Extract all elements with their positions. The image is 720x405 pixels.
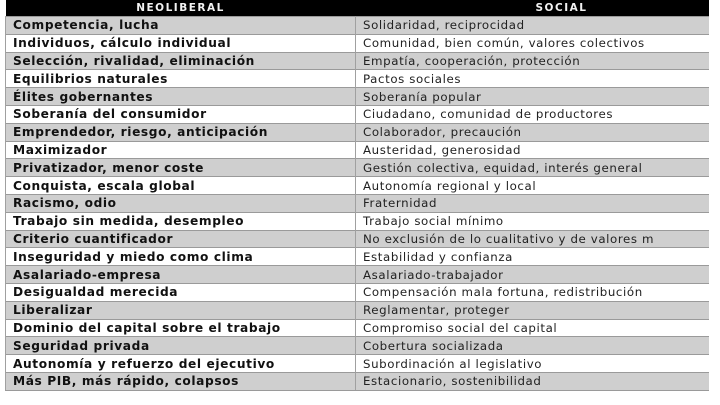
social-cell: Trabajo social mínimo [356,212,709,230]
table-row [6,141,709,159]
social-cell: Comunidad, bien común, valores colectivos [356,34,709,52]
neoliberal-cell: Desigualdad merecida [6,283,356,301]
table-row [6,105,709,123]
neoliberal-cell: Privatizador, menor coste [6,159,356,177]
table-header [6,0,709,17]
table-row [6,301,709,319]
table-row [6,319,709,337]
comparison-table-container [5,0,708,391]
neoliberal-cell: Selección, rivalidad, eliminación [6,52,356,70]
social-cell: Empatía, cooperación, protección [356,52,709,70]
neoliberal-cell: Equilibrios naturales [6,70,356,88]
column-header-social: SOCIAL [356,0,709,17]
neoliberal-cell: Emprendedor, riesgo, anticipación [6,123,356,141]
table-row [6,212,709,230]
table-row [6,283,709,301]
neoliberal-cell: Liberalizar [6,301,356,319]
social-cell: Reglamentar, proteger [356,301,709,319]
neoliberal-cell: Inseguridad y miedo como clima [6,248,356,266]
neoliberal-cell: Competencia, lucha [6,17,356,35]
neoliberal-cell: Trabajo sin medida, desempleo [6,212,356,230]
table-row [6,34,709,52]
social-cell: Compensación mala fortuna, redistribución [356,283,709,301]
header-row [6,0,709,17]
social-cell: Estacionario, sostenibilidad [356,372,709,390]
neoliberal-vs-social-table [5,0,709,391]
column-header-neoliberal: NEOLIBERAL [6,0,356,17]
table-row [6,230,709,248]
table-row [6,88,709,106]
table-row [6,372,709,390]
neoliberal-cell: Racismo, odio [6,194,356,212]
neoliberal-cell: Seguridad privada [6,337,356,355]
neoliberal-cell: Élites gobernantes [6,88,356,106]
social-cell: No exclusión de lo cualitativo y de valores m [356,230,709,248]
table-row [6,177,709,195]
neoliberal-cell: Más PIB, más rápido, colapsos [6,372,356,390]
table-row [6,52,709,70]
social-cell: Colaborador, precaución [356,123,709,141]
social-cell: Compromiso social del capital [356,319,709,337]
table-row [6,337,709,355]
neoliberal-cell: Autonomía y refuerzo del ejecutivo [6,355,356,373]
table-row [6,194,709,212]
social-cell: Solidaridad, reciprocidad [356,17,709,35]
table-row [6,248,709,266]
social-cell: Subordinación al legislativo [356,355,709,373]
social-cell: Gestión colectiva, equidad, interés general [356,159,709,177]
social-cell: Pactos sociales [356,70,709,88]
neoliberal-cell: Criterio cuantificador [6,230,356,248]
neoliberal-cell: Individuos, cálculo individual [6,34,356,52]
table-row [6,159,709,177]
social-cell: Cobertura socializada [356,337,709,355]
table-row [6,123,709,141]
table-row [6,17,709,35]
social-cell: Soberanía popular [356,88,709,106]
neoliberal-cell: Asalariado-empresa [6,266,356,284]
neoliberal-cell: Soberanía del consumidor [6,105,356,123]
neoliberal-cell: Dominio del capital sobre el trabajo [6,319,356,337]
table-body [6,17,709,391]
social-cell: Autonomía regional y local [356,177,709,195]
social-cell: Asalariado-trabajador [356,266,709,284]
social-cell: Austeridad, generosidad [356,141,709,159]
social-cell: Fraternidad [356,194,709,212]
neoliberal-cell: Conquista, escala global [6,177,356,195]
social-cell: Ciudadano, comunidad de productores [356,105,709,123]
neoliberal-cell: Maximizador [6,141,356,159]
table-row [6,355,709,373]
social-cell: Estabilidad y confianza [356,248,709,266]
table-row [6,70,709,88]
table-row [6,266,709,284]
